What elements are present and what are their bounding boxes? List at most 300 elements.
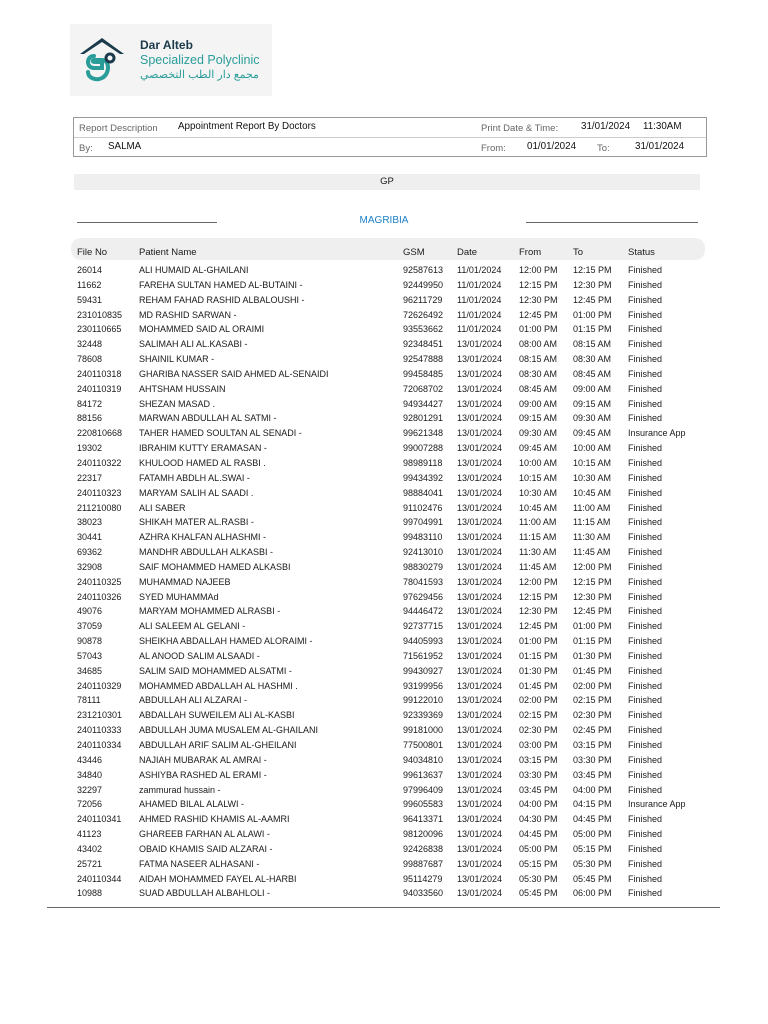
status-cell: Finished <box>628 725 663 736</box>
description-label: Report Description <box>79 123 158 134</box>
file-no-cell: 240110319 <box>77 383 122 394</box>
patient-name-cell: SYED MUHAMMAd <box>139 591 219 602</box>
patient-name-cell: MOHAMMED SAID AL ORAIMI <box>139 324 265 335</box>
table-row <box>0 263 768 278</box>
from-cell: 05:00 PM <box>519 843 558 854</box>
from-cell: 03:15 PM <box>519 754 558 765</box>
to-cell: 10:30 AM <box>573 472 612 483</box>
file-no-cell: 78111 <box>77 695 101 706</box>
meta-row-description <box>74 118 706 138</box>
patient-name-cell: SALIM SAID MOHAMMED ALSATMI - <box>139 665 292 676</box>
from-cell: 12:00 PM <box>519 576 558 587</box>
from-cell: 05:15 PM <box>519 858 558 869</box>
clinic-name-arabic: مجمع دار الطب التخصصي <box>140 68 259 81</box>
gsm-cell: 72068702 <box>403 383 444 394</box>
table-row <box>0 322 768 337</box>
status-cell: Finished <box>628 265 663 275</box>
patient-name-cell: OBAID KHAMIS SAID ALZARAI - <box>139 843 273 854</box>
from-cell: 08:15 AM <box>519 354 558 365</box>
by-label: By: <box>79 143 93 154</box>
to-cell: 10:45 AM <box>573 487 612 498</box>
from-cell: 08:30 AM <box>519 368 558 379</box>
patient-name-cell: ALI SALEEM AL GELANI - <box>139 621 246 632</box>
date-cell: 13/01/2024 <box>457 428 503 439</box>
file-no-cell: 19302 <box>77 443 103 454</box>
status-cell: Finished <box>628 324 663 335</box>
date-cell: 13/01/2024 <box>457 472 503 483</box>
table-row <box>0 783 768 798</box>
status-cell: Finished <box>628 843 663 854</box>
file-no-cell: 84172 <box>77 398 103 409</box>
status-cell: Finished <box>628 383 663 394</box>
file-no-cell: 230110665 <box>77 324 122 335</box>
patient-name-cell: GHARIBA NASSER SAID AHMED AL-SENAIDI <box>139 368 329 379</box>
to-cell: 01:00 PM <box>573 621 612 632</box>
from-cell: 11:45 AM <box>519 561 557 572</box>
to-label: To: <box>597 143 610 154</box>
from-cell: 01:15 PM <box>519 650 558 661</box>
patient-name-cell: MOHAMMED ABDALLAH AL HASHMI . <box>139 680 298 691</box>
from-cell: 03:30 PM <box>519 769 558 780</box>
table-row <box>0 827 768 842</box>
from-cell: 08:45 AM <box>519 383 558 394</box>
patient-name-cell: IBRAHIM KUTTY ERAMASAN - <box>139 443 267 454</box>
from-cell: 12:45 PM <box>519 621 558 632</box>
gsm-cell: 99430927 <box>403 665 444 676</box>
from-cell: 02:15 PM <box>519 710 558 721</box>
file-no-cell: 240110322 <box>77 457 122 468</box>
file-no-cell: 32908 <box>77 561 103 572</box>
date-cell: 13/01/2024 <box>457 339 503 350</box>
gsm-cell: 92449950 <box>403 279 444 290</box>
group-divider-right <box>526 222 698 223</box>
table-row <box>0 664 768 679</box>
from-cell: 03:45 PM <box>519 784 558 795</box>
date-cell: 13/01/2024 <box>457 383 503 394</box>
table-row <box>0 456 768 471</box>
date-cell: 13/01/2024 <box>457 413 503 424</box>
to-cell: 05:45 PM <box>573 873 612 884</box>
table-row <box>0 471 768 486</box>
status-cell: Finished <box>628 888 663 899</box>
status-cell: Finished <box>628 814 663 825</box>
col-to: To <box>573 247 584 258</box>
patient-name-cell: REHAM FAHAD RASHID ALBALOUSHI - <box>139 294 305 305</box>
status-cell: Finished <box>628 606 663 617</box>
table-row <box>0 723 768 738</box>
table-row <box>0 886 768 901</box>
patient-name-cell: ABDALLAH SUWEILEM ALI AL-KASBI <box>139 710 295 721</box>
from-cell: 12:15 PM <box>519 591 558 602</box>
from-cell: 12:30 PM <box>519 294 558 305</box>
status-cell: Finished <box>628 621 663 632</box>
table-header <box>71 238 705 260</box>
table-row <box>0 619 768 634</box>
from-cell: 10:45 AM <box>519 502 558 513</box>
date-cell: 13/01/2024 <box>457 517 503 528</box>
file-no-cell: 240110333 <box>77 725 122 736</box>
to-cell: 09:15 AM <box>573 398 612 409</box>
to-cell: 10:15 AM <box>573 457 612 468</box>
to-cell: 12:30 PM <box>573 279 612 290</box>
patient-name-cell: AHTSHAM HUSSAIN <box>139 383 226 394</box>
report-meta <box>73 117 707 157</box>
to-cell: 12:00 PM <box>573 561 612 572</box>
file-no-cell: 25721 <box>77 858 103 869</box>
table-row <box>0 768 768 783</box>
date-cell: 13/01/2024 <box>457 710 503 721</box>
date-cell: 13/01/2024 <box>457 725 503 736</box>
print-time: 11:30AM <box>643 121 682 132</box>
to-cell: 01:15 PM <box>573 324 612 335</box>
from-cell: 04:45 PM <box>519 829 558 840</box>
table-row <box>0 649 768 664</box>
file-no-cell: 37059 <box>77 621 103 632</box>
from-cell: 11:30 AM <box>519 547 557 558</box>
file-no-cell: 90878 <box>77 636 103 647</box>
table-row <box>0 352 768 367</box>
clinic-logo-icon <box>74 32 130 88</box>
to-value: 31/01/2024 <box>635 141 685 152</box>
to-cell: 12:45 PM <box>573 606 612 617</box>
gsm-cell: 92413010 <box>403 547 444 558</box>
status-cell: Finished <box>628 339 663 350</box>
table-row <box>0 515 768 530</box>
table-row <box>0 590 768 605</box>
date-cell: 13/01/2024 <box>457 502 503 513</box>
file-no-cell: 32448 <box>77 339 103 350</box>
file-no-cell: 43402 <box>77 843 103 854</box>
patient-name-cell: GHAREEB FARHAN AL ALAWI - <box>139 829 270 840</box>
date-cell: 11/01/2024 <box>457 309 502 320</box>
from-cell: 01:00 PM <box>519 324 558 335</box>
patient-name-cell: FATMA NASEER ALHASANI - <box>139 858 260 869</box>
date-cell: 13/01/2024 <box>457 680 503 691</box>
date-cell: 11/01/2024 <box>457 294 502 305</box>
table-row <box>0 308 768 323</box>
to-cell: 10:00 AM <box>573 443 612 454</box>
table-row <box>0 278 768 293</box>
patient-name-cell: SAIF MOHAMMED HAMED ALKASBI <box>139 561 291 572</box>
from-cell: 05:45 PM <box>519 888 558 899</box>
file-no-cell: 38023 <box>77 517 103 528</box>
status-cell: Finished <box>628 517 663 528</box>
date-cell: 11/01/2024 <box>457 265 502 275</box>
to-cell: 05:00 PM <box>573 829 612 840</box>
file-no-cell: 240110341 <box>77 814 122 825</box>
date-cell: 13/01/2024 <box>457 873 503 884</box>
date-cell: 11/01/2024 <box>457 324 502 335</box>
table-row <box>0 634 768 649</box>
status-cell: Finished <box>628 858 663 869</box>
patient-name-cell: MARWAN ABDULLAH AL SATMI - <box>139 413 277 424</box>
patient-name-cell: SALIMAH ALI AL.KASABI - <box>139 339 248 350</box>
group-title: MAGRIBIA <box>359 215 409 226</box>
col-file-no: File No <box>77 247 108 258</box>
to-cell: 12:15 PM <box>573 265 612 275</box>
status-cell: Finished <box>628 547 663 558</box>
from-cell: 09:45 AM <box>519 443 558 454</box>
table-row <box>0 575 768 590</box>
from-cell: 10:00 AM <box>519 457 558 468</box>
gsm-cell: 97996409 <box>403 784 444 795</box>
gsm-cell: 99458485 <box>403 368 444 379</box>
footer-divider <box>47 907 720 908</box>
gsm-cell: 99483110 <box>403 532 443 543</box>
clinic-logo <box>70 24 272 96</box>
file-no-cell: 22317 <box>77 472 103 483</box>
patient-name-cell: ALI SABER <box>139 502 186 513</box>
table-row <box>0 501 768 516</box>
table-row <box>0 693 768 708</box>
status-cell: Finished <box>628 695 663 706</box>
meta-row-range <box>74 138 706 157</box>
status-cell: Finished <box>628 502 663 513</box>
date-cell: 13/01/2024 <box>457 665 503 676</box>
status-cell: Finished <box>628 413 663 424</box>
from-cell: 10:15 AM <box>519 472 558 483</box>
file-no-cell: 41123 <box>77 829 102 840</box>
from-cell: 12:45 PM <box>519 309 558 320</box>
date-cell: 13/01/2024 <box>457 561 503 572</box>
status-cell: Finished <box>628 740 663 750</box>
patient-name-cell: ALI HUMAID AL-GHAILANI <box>139 265 249 275</box>
status-cell: Finished <box>628 354 663 365</box>
from-cell: 02:00 PM <box>519 695 558 706</box>
from-cell: 01:30 PM <box>519 665 558 676</box>
col-from: From <box>519 247 542 258</box>
file-no-cell: 78608 <box>77 354 103 365</box>
from-cell: 12:15 PM <box>519 279 558 290</box>
from-cell: 05:30 PM <box>519 873 558 884</box>
to-cell: 02:30 PM <box>573 710 612 721</box>
patient-name-cell: MANDHR ABDULLAH ALKASBI - <box>139 547 274 558</box>
date-cell: 13/01/2024 <box>457 443 503 454</box>
patient-name-cell: zammurad hussain - <box>139 784 221 795</box>
from-cell: 04:00 PM <box>519 799 558 810</box>
table-row <box>0 604 768 619</box>
table-row <box>0 337 768 352</box>
to-cell: 01:15 PM <box>573 636 612 647</box>
status-cell: Finished <box>628 636 663 647</box>
date-cell: 13/01/2024 <box>457 606 503 617</box>
date-cell: 13/01/2024 <box>457 398 503 409</box>
to-cell: 05:30 PM <box>573 858 612 869</box>
gsm-cell: 99181000 <box>403 725 444 736</box>
from-cell: 08:00 AM <box>519 339 558 350</box>
to-cell: 12:15 PM <box>573 576 612 587</box>
file-no-cell: 49076 <box>77 606 103 617</box>
file-no-cell: 240110344 <box>77 873 122 884</box>
to-cell: 08:30 AM <box>573 354 612 365</box>
gsm-cell: 94033560 <box>403 888 444 899</box>
gsm-cell: 99434392 <box>403 472 444 483</box>
date-cell: 13/01/2024 <box>457 591 503 602</box>
gsm-cell: 78041593 <box>403 576 444 587</box>
to-cell: 05:15 PM <box>573 843 612 854</box>
from-label: From: <box>481 143 506 154</box>
file-no-cell: 240110326 <box>77 591 122 602</box>
status-cell: Finished <box>628 784 663 795</box>
table-row <box>0 530 768 545</box>
patient-name-cell: AHMED RASHID KHAMIS AL-AAMRI <box>139 814 290 825</box>
date-cell: 13/01/2024 <box>457 843 503 854</box>
table-row <box>0 738 768 753</box>
status-cell: Finished <box>628 472 663 483</box>
to-cell: 02:45 PM <box>573 725 612 736</box>
table-row <box>0 857 768 872</box>
table-row <box>0 797 768 812</box>
patient-name-cell: MARYAM SALIH AL SAADI . <box>139 487 254 498</box>
gsm-cell: 99605583 <box>403 799 444 810</box>
table-row <box>0 367 768 382</box>
file-no-cell: 231010835 <box>77 309 123 320</box>
file-no-cell: 69362 <box>77 547 103 558</box>
gsm-cell: 92737715 <box>403 621 444 632</box>
patient-name-cell: SHEZAN MASAD . <box>139 398 216 409</box>
patient-name-cell: ABDULLAH JUMA MUSALEM AL-GHAILANI <box>139 725 319 736</box>
gsm-cell: 77500801 <box>403 740 444 750</box>
file-no-cell: 88156 <box>77 413 103 424</box>
to-cell: 11:00 AM <box>573 502 611 513</box>
file-no-cell: 34840 <box>77 769 103 780</box>
to-cell: 01:45 PM <box>573 665 612 676</box>
to-cell: 12:30 PM <box>573 591 612 602</box>
patient-name-cell: MD RASHID SARWAN - <box>139 309 237 320</box>
to-cell: 09:30 AM <box>573 413 612 424</box>
date-cell: 13/01/2024 <box>457 547 503 558</box>
table-row <box>0 708 768 723</box>
file-no-cell: 30441 <box>77 532 103 543</box>
table-row <box>0 486 768 501</box>
status-cell: Finished <box>628 873 663 884</box>
from-cell: 09:00 AM <box>519 398 558 409</box>
from-cell: 11:15 AM <box>519 532 557 543</box>
status-cell: Finished <box>628 829 663 840</box>
status-cell: Finished <box>628 591 663 602</box>
to-cell: 12:45 PM <box>573 294 612 305</box>
patient-name-cell: KHULOOD HAMED AL RASBI . <box>139 457 266 468</box>
patient-name-cell: TAHER HAMED SOULTAN AL SENADI - <box>139 428 302 439</box>
to-cell: 01:00 PM <box>573 309 612 320</box>
file-no-cell: 211210080 <box>77 502 122 513</box>
patient-name-cell: ASHIYBA RASHED AL ERAMI - <box>139 769 267 780</box>
status-cell: Finished <box>628 576 663 587</box>
gsm-cell: 94034810 <box>403 754 444 765</box>
to-cell: 08:45 AM <box>573 368 612 379</box>
to-cell: 11:30 AM <box>573 532 611 543</box>
table-row <box>0 293 768 308</box>
gsm-cell: 98989118 <box>403 457 443 468</box>
clinic-name: Dar Alteb <box>140 38 193 53</box>
from-value: 01/01/2024 <box>527 141 577 152</box>
clinic-subtitle: Specialized Polyclinic <box>140 53 260 68</box>
to-cell: 02:15 PM <box>573 695 612 706</box>
file-no-cell: 32297 <box>77 784 103 795</box>
gsm-cell: 92801291 <box>403 413 444 424</box>
date-cell: 13/01/2024 <box>457 532 503 543</box>
gsm-cell: 98884041 <box>403 487 444 498</box>
patient-name-cell: AL ANOOD SALIM ALSAADI - <box>139 650 260 661</box>
patient-name-cell: AHAMED BILAL ALALWI - <box>139 799 245 810</box>
patient-name-cell: FATAMH ABDLH AL.SWAI - <box>139 472 250 483</box>
from-cell: 04:30 PM <box>519 814 558 825</box>
date-cell: 13/01/2024 <box>457 740 503 750</box>
file-no-cell: 240110329 <box>77 680 122 691</box>
status-cell: Finished <box>628 769 663 780</box>
date-cell: 13/01/2024 <box>457 576 503 587</box>
status-cell: Insurance App <box>628 428 686 439</box>
table-row <box>0 397 768 412</box>
to-cell: 04:00 PM <box>573 784 612 795</box>
print-label: Print Date & Time: <box>481 123 559 134</box>
gsm-cell: 92547888 <box>403 354 444 365</box>
date-cell: 13/01/2024 <box>457 769 503 780</box>
gsm-cell: 99621348 <box>403 428 444 439</box>
date-cell: 13/01/2024 <box>457 650 503 661</box>
from-cell: 01:45 PM <box>519 680 558 691</box>
file-no-cell: 10988 <box>77 888 103 899</box>
gsm-cell: 99613637 <box>403 769 444 780</box>
from-cell: 01:00 PM <box>519 636 558 647</box>
status-cell: Finished <box>628 443 663 454</box>
gsm-cell: 94934427 <box>403 398 444 409</box>
from-cell: 09:15 AM <box>519 413 558 424</box>
gsm-cell: 94446472 <box>403 606 444 617</box>
patient-name-cell: MARYAM MOHAMMED ALRASBI - <box>139 606 281 617</box>
col-date: Date <box>457 247 478 258</box>
patient-name-cell: SHEIKHA ABDALLAH HAMED ALORAIMI - <box>139 636 313 647</box>
date-cell: 13/01/2024 <box>457 888 503 899</box>
status-cell: Finished <box>628 487 663 498</box>
col-gsm: GSM <box>403 247 425 258</box>
gsm-cell: 71561952 <box>403 650 444 661</box>
file-no-cell: 43446 <box>77 754 103 765</box>
date-cell: 13/01/2024 <box>457 799 503 810</box>
gsm-cell: 92348451 <box>403 339 444 350</box>
file-no-cell: 57043 <box>77 650 103 661</box>
status-cell: Finished <box>628 665 663 676</box>
file-no-cell: 11662 <box>77 279 102 290</box>
col-patient-name: Patient Name <box>139 247 197 258</box>
date-cell: 13/01/2024 <box>457 636 503 647</box>
table-row <box>0 560 768 575</box>
table-row <box>0 426 768 441</box>
date-cell: 13/01/2024 <box>457 487 503 498</box>
status-cell: Finished <box>628 532 663 543</box>
table-row <box>0 812 768 827</box>
gsm-cell: 91102476 <box>403 502 443 513</box>
status-cell: Finished <box>628 680 663 691</box>
patient-name-cell: NAJIAH MUBARAK AL AMRAI - <box>139 754 267 765</box>
gsm-cell: 92426838 <box>403 843 444 854</box>
status-cell: Finished <box>628 650 663 661</box>
by-value: SALMA <box>108 141 142 152</box>
description-value: Appointment Report By Doctors <box>178 121 316 132</box>
table-row <box>0 753 768 768</box>
patient-name-cell: AIDAH MOHAMMED FAYEL AL-HARBI <box>139 873 297 884</box>
status-cell: Finished <box>628 294 663 305</box>
patient-name-cell: MUHAMMAD NAJEEB <box>139 576 231 587</box>
gsm-cell: 93199956 <box>403 680 444 691</box>
gsm-cell: 94405993 <box>403 636 444 647</box>
to-cell: 08:15 AM <box>573 339 612 350</box>
status-cell: Finished <box>628 710 663 721</box>
patient-name-cell: SHAINIL KUMAR - <box>139 354 215 365</box>
status-cell: Finished <box>628 457 663 468</box>
file-no-cell: 26014 <box>77 265 103 275</box>
table-row <box>0 679 768 694</box>
